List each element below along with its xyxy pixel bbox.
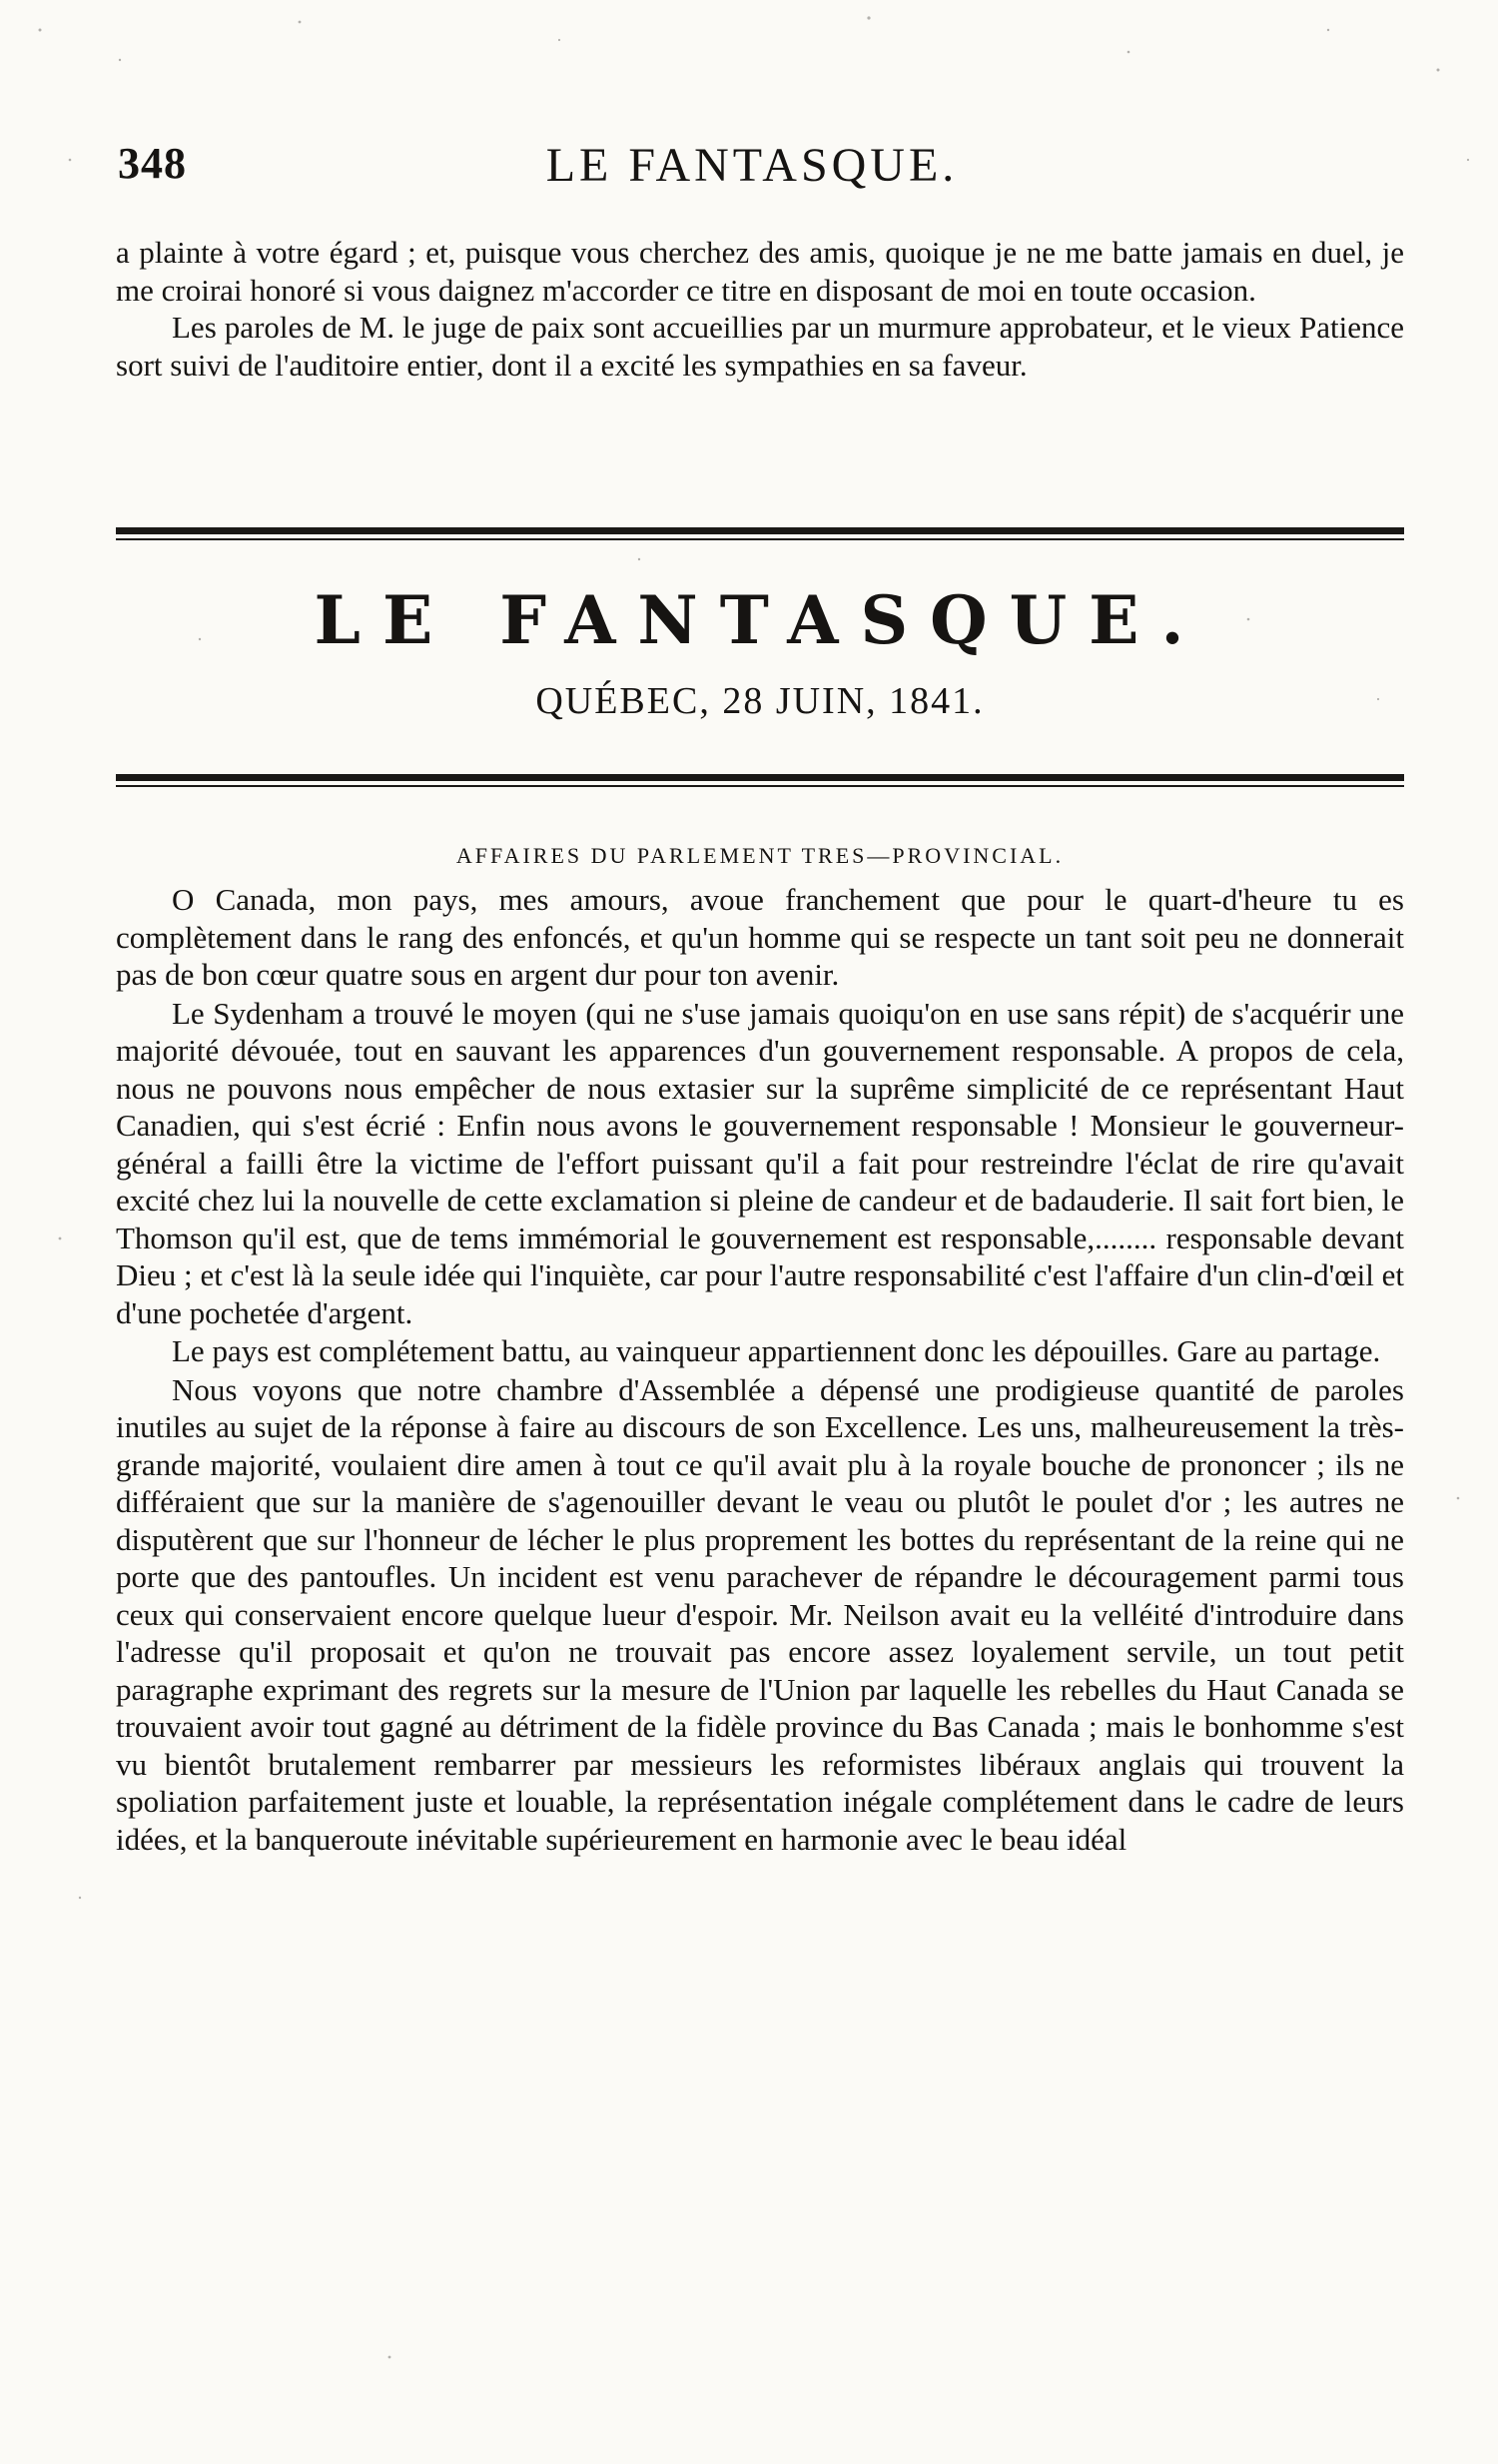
- running-head: [108, 138, 1396, 198]
- dateline: QUÉBEC, 28 JUIN, 1841.: [535, 680, 985, 722]
- divider-rule: [116, 774, 1404, 787]
- paragraph: a plainte à votre égard ; et, puisque vous cherchez des amis, quoique je ne me batte jamais en duel, je me croirai honoré si vous daignez m'accorder ce titre en disposant de moi en toute occasion.: [116, 235, 1404, 308]
- main-article: [116, 881, 1404, 1859]
- masthead-title: LE FANTASQUE.: [314, 581, 1206, 659]
- paragraph: Les paroles de M. le juge de paix sont accueillies par un murmure approbateur, et le vieux Patience sort suivi de l'auditoire entier, dont il a excité les sympathies en sa faveur.: [116, 310, 1404, 383]
- paragraph: Le pays est complétement battu, au vainqueur appartiennent donc les dépouilles. Gare au partage.: [172, 1333, 1381, 1368]
- article-heading: AFFAIRES DU PARLEMENT TRES—PROVINCIAL.: [455, 843, 1065, 868]
- divider-rule: [116, 527, 1404, 540]
- journal-title: LE FANTASQUE.: [545, 139, 959, 192]
- paragraph: Le Sydenham a trouvé le moyen (qui ne s'use jamais quoiqu'on en use sans répit) de s'acquérir une majorité dévouée, tout en sauvant les apparences d'un gouvernement responsable. A propos de cela, nous ne pouvons nous empêcher de nous extasier sur la suprême simplicité de ce représentant Haut Canadien, qui s'est écrié : Enfin nous avons le gouvernement responsable ! Monsieur le gouverneur-général a failli être la victime de l'effort puissant qu'il a fait pour restreindre l'éclat de rire qu'avait excité chez lui la nouvelle de cette exclamation si pleine de candeur et de badauderie. Il sait fort bien, le Thomson qu'il est, que de tems immémorial le gouvernement est responsable,........ responsable devant Dieu ; et c'est là la seule idée qui l'inquiète, car pour l'autre responsabilité c'est l'affaire d'un clin-d'œil et d'une pochetée d'argent.: [116, 995, 1404, 1330]
- paragraph: Nous voyons que notre chambre d'Assemblée a dépensé une prodigieuse quantité de paroles inutiles au sujet de la réponse à faire au discours de son Excellence. Les uns, malheureusement la très-grande majorité, voulaient dire amen à tout ce qu'il avait plu à la royale bouche de prononcer ; ils ne différaient que sur la manière de s'agenouiller devant le veau ou plutôt le poulet d'or ; les autres ne disputèrent que sur l'honneur de lécher le plus proprement les bottes du représentant de la reine qui ne porte que des pantoufles. Un incident est venu parachever de répandre le découragement parmi tous ceux qui conservaient encore quelque lueur d'espoir. Mr. Neilson avait eu la velléité d'introduire dans l'adresse qu'il proposait et qu'on ne trouvait pas encore assez loyalement servile, un tout petit paragraphe exprimant des regrets sur la mesure de l'Union par laquelle les rebelles du Haut Canada se trouvaient avoir tout gagné au détriment de la fidèle province du Bas Canada ; mais le bonhomme s'est vu bientôt brutalement rembarrer par messieurs les reformistes libéraux anglais qui trouvent la spoliation parfaitement juste et louable, la représentation inégale complétement dans le cadre de leurs idées, et la banqueroute inévitable supérieurement en harmonie avec le beau idéal: [116, 1371, 1404, 1857]
- paragraph: O Canada, mon pays, mes amours, avoue franchement que pour le quart-d'heure tu es complètement dans le rang des enfoncés, et qu'un homme qui se respecte un tant soit peu ne donnerait pas de bon cœur quatre sous en argent dur pour ton avenir.: [116, 882, 1404, 992]
- previous-article: [116, 234, 1404, 384]
- page-number: 348: [118, 139, 187, 188]
